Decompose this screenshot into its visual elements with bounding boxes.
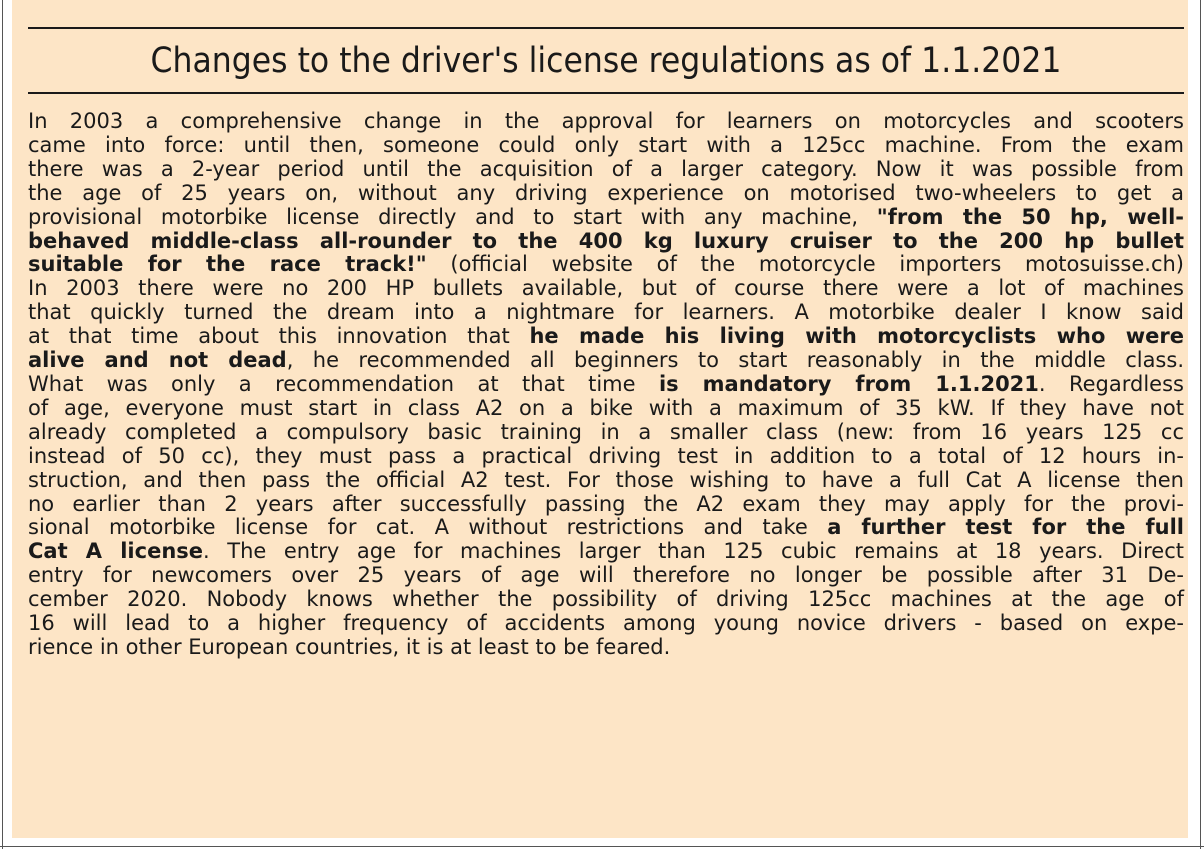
article-body: [28, 110, 1184, 660]
article-line: [28, 325, 1184, 349]
text-run: In 2003 a comprehensive change in the approval for learners on motorcycles and scooters: [28, 109, 1184, 133]
text-run: (official website of the motorcycle importers motosuisse.ch): [426, 252, 1184, 277]
bold-text: he made his living with motorcyclists who were: [529, 324, 1184, 349]
text-run: What was only a recommendation at that time: [28, 371, 659, 396]
article-line: [28, 206, 1184, 230]
text-run: . The entry age for machines larger than 125 cubic remains at 18 years. Direct: [203, 539, 1184, 564]
text-run: In 2003 there were no 200 HP bullets available, but of course there were a lot of machines: [28, 276, 1184, 301]
text-run: . Regardless: [1038, 371, 1184, 396]
bold-text: suitable for the race track!": [28, 252, 427, 277]
article-line: [28, 158, 1184, 182]
title-rule-bottom: [28, 92, 1184, 94]
bold-text: behaved middle-class all-rounder to the 400 kg luxury cruiser to the 200 hp bullet: [28, 228, 1184, 253]
text-run: , he recommended all beginners to start reasonably in the middle class.: [286, 348, 1184, 373]
article-line: [28, 182, 1184, 206]
article-line: [28, 397, 1184, 421]
article-line: [28, 445, 1184, 469]
bold-text: Cat A license: [28, 539, 204, 564]
bold-text: is mandatory from 1.1.2021: [658, 371, 1039, 396]
text-run: the age of 25 years on, without any driving experience on motorised two-wheelers to get a: [28, 180, 1184, 205]
article-line: [28, 636, 1184, 660]
text-run: sional motorbike license for cat. A without restrictions and take: [28, 515, 828, 540]
article-line: [28, 230, 1184, 254]
text-run: instead of 50 cc), they must pass a practical driving test in addition to a total of 12 hours in-: [28, 443, 1184, 468]
article-line: [28, 134, 1184, 158]
text-run: that quickly turned the dream into a nightmare for learners. A motorbike dealer I know said: [28, 300, 1184, 325]
text-run: there was a 2-year period until the acquisition of a larger category. Now it was possible from: [28, 156, 1184, 181]
bold-text: "from the 50 hp, well-: [876, 204, 1184, 229]
page-edge-bottom: [0, 846, 1204, 847]
text-run: provisional motorbike license directly and to start with any machine,: [28, 204, 877, 229]
article-line: [28, 516, 1184, 540]
article-line: [28, 588, 1184, 612]
text-run: at that time about this innovation that: [28, 324, 530, 349]
bold-text: alive and not dead: [28, 348, 287, 373]
article-line: [28, 564, 1184, 588]
article-title: Changes to the driver's license regulations as of 1.1.2021: [150, 41, 1062, 81]
article-line: [28, 421, 1184, 445]
title-rule-top: [28, 27, 1184, 29]
text-run: struction, and then pass the official A2 test. For those wishing to have a full Cat A license then: [28, 467, 1184, 492]
page-edge-left: [2, 0, 3, 849]
article-line: [28, 540, 1184, 564]
text-run: cember 2020. Nobody knows whether the possibility of driving 125cc machines at the age of: [28, 587, 1184, 612]
text-run: entry for newcomers over 25 years of age will therefore no longer be possible after 31 De-: [28, 563, 1184, 588]
article-line: [28, 253, 1184, 277]
text-run: rience in other European countries, it is at least to be feared.: [28, 634, 671, 659]
article-line: [28, 612, 1184, 636]
article-line: [28, 110, 1184, 134]
page-edge-right: [1200, 0, 1201, 849]
article-line: [28, 301, 1184, 325]
article-line: [28, 493, 1184, 517]
text-run: came into force: until then, someone could only start with a 125cc machine. From the exam: [28, 132, 1184, 157]
text-run: already completed a compulsory basic training in a smaller class (new: from 16 years 125 cc: [28, 419, 1184, 444]
article-line: [28, 349, 1184, 373]
text-run: of age, everyone must start in class A2 on a bike with a maximum of 35 kW. If they have not: [28, 395, 1184, 420]
text-run: no earlier than 2 years after successfully passing the A2 exam they may apply for the provi-: [28, 491, 1184, 516]
article-line: [28, 373, 1184, 397]
article-box: [12, 0, 1188, 838]
bold-text: a further test for the full: [827, 515, 1184, 540]
article-line: [28, 277, 1184, 301]
article-line: [28, 469, 1184, 493]
text-run: 16 will lead to a higher frequency of accidents among young novice drivers - based on expe-: [28, 611, 1184, 636]
